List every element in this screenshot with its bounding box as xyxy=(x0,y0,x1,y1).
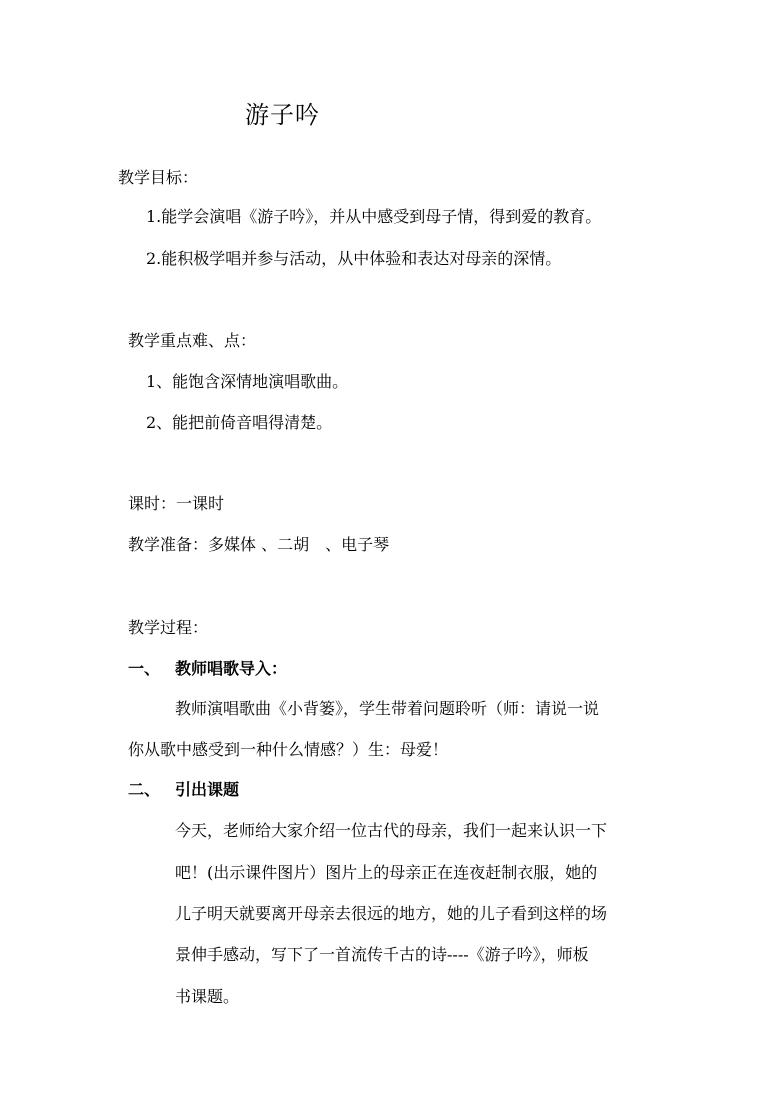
paragraph-line: 你从歌中感受到一种什么情感？）生：母爱！ xyxy=(128,740,449,759)
paragraph-line: 景伸手感动，写下了一首流传千古的诗----《游子吟》，师板 xyxy=(175,945,589,964)
process-heading: 教学过程： xyxy=(128,618,209,637)
section-title: 教师唱歌导入： xyxy=(175,659,288,678)
paragraph-line: 吧！(出示课件图片）图片上的母亲正在连夜赶制衣服，她的 xyxy=(175,863,598,882)
section-title: 引出课题 xyxy=(175,780,240,799)
objectives-heading: 教学目标： xyxy=(118,168,199,187)
paragraph-line: 儿子明天就要离开母亲去很远的地方，她的儿子看到这样的场 xyxy=(175,904,608,923)
paragraph-line: 教师演唱歌曲《小背篓》，学生带着问题聆听（师：请说一说 xyxy=(175,699,600,718)
objective-item: 2.能积极学唱并参与活动，从中体验和表达对母亲的深情。 xyxy=(146,249,562,268)
key-point-item: 1、能饱含深情地演唱歌曲。 xyxy=(146,372,349,391)
section-number: 一、 xyxy=(128,659,161,678)
paragraph-line: 今天，老师给大家介绍一位古代的母亲，我们一起来认识一下 xyxy=(175,821,608,840)
objective-item: 1.能学会演唱《游子吟》，并从中感受到母子情，得到爱的教育。 xyxy=(146,207,602,226)
key-points-heading: 教学重点难、点： xyxy=(128,331,257,350)
paragraph-line: 书课题。 xyxy=(175,987,240,1006)
teaching-preparation: 教学准备：多媒体 、二胡 、电子琴 xyxy=(128,535,390,554)
section-number: 二、 xyxy=(128,780,161,799)
class-hours: 课时：一课时 xyxy=(128,494,225,513)
key-point-item: 2、能把前倚音唱得清楚。 xyxy=(146,413,333,432)
page-title: 游子吟 xyxy=(245,101,320,129)
